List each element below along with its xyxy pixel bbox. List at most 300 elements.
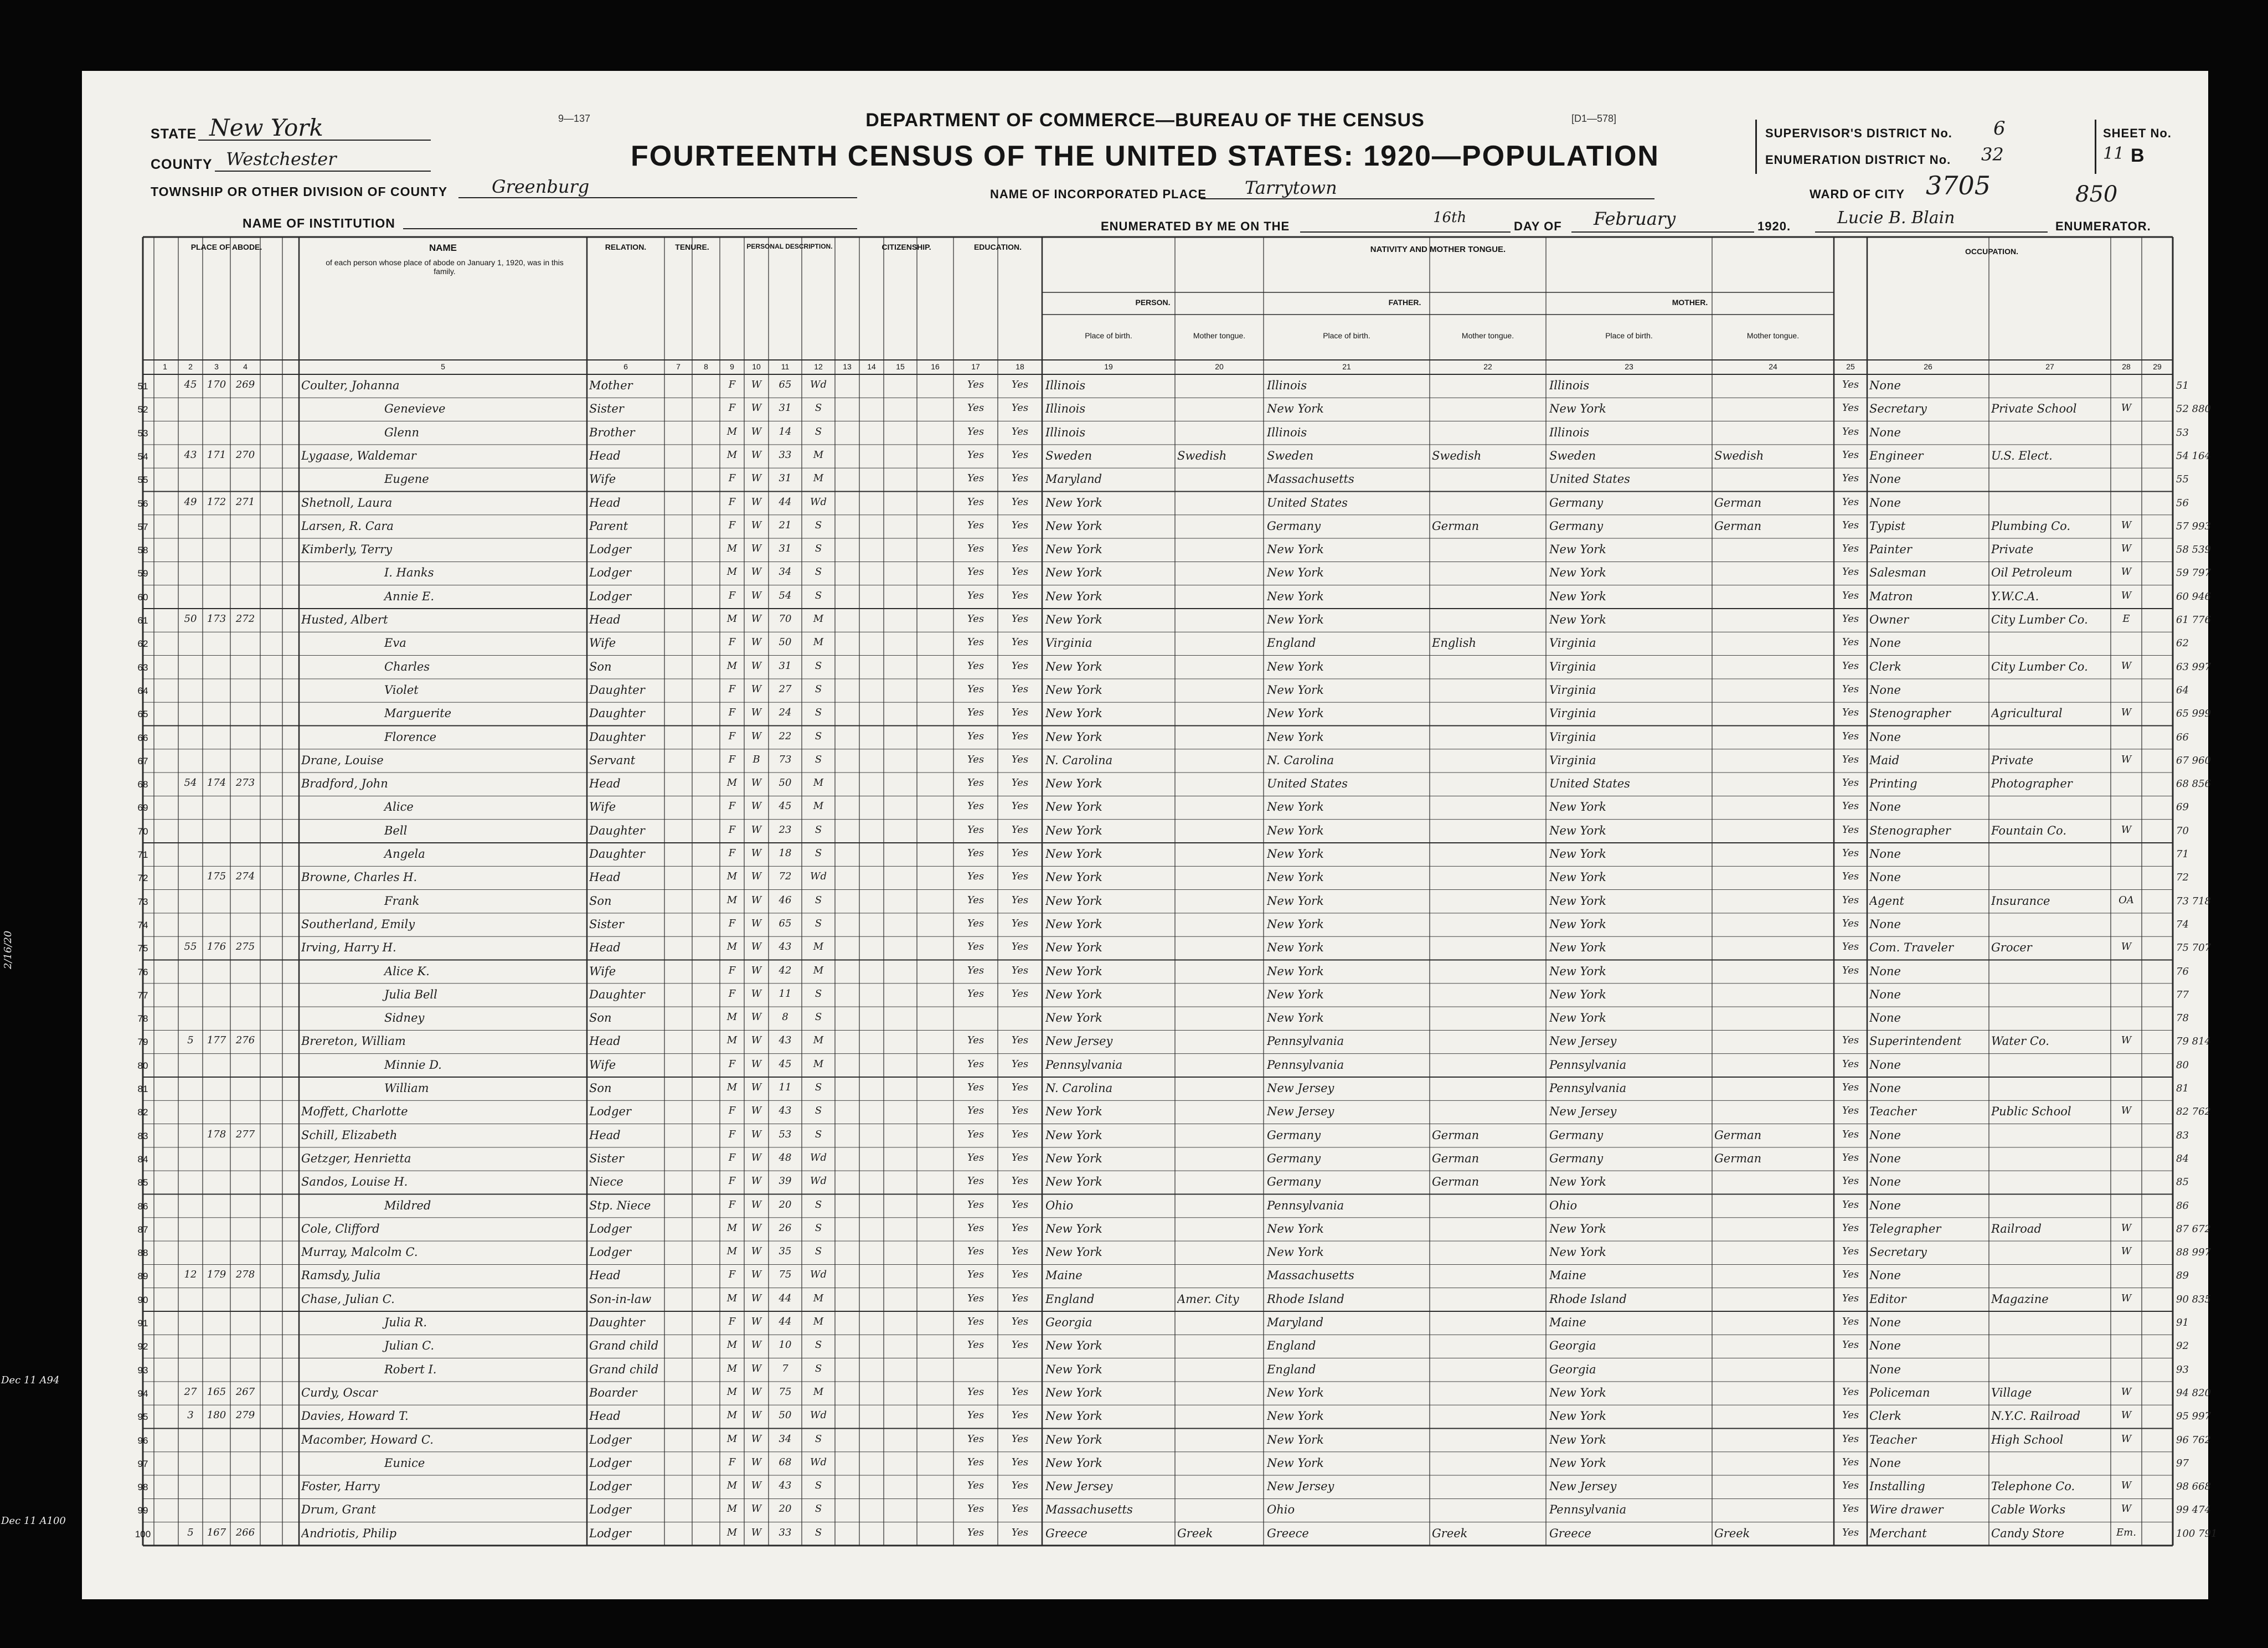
cell-race: W [751,1316,762,1327]
mother-mt-header: Mother tongue. [1746,331,1800,340]
cell-house: 50 [184,613,197,625]
column-number: 27 [2045,362,2054,371]
cell-race: W [751,1456,762,1468]
cell-fpob: Rhode Island [1267,1292,1344,1306]
incorporated-label: NAME OF INCORPORATED PLACE [990,187,1207,201]
cell-ind: N.Y.C. Railroad [1991,1409,2081,1423]
cell-ms: S [815,425,822,437]
cell-age: 14 [779,425,792,437]
cell-rel: Daughter [589,1316,645,1329]
cell-write: Yes [1011,425,1029,437]
line-number: 57 [137,521,148,532]
cell-dw: 170 [207,379,226,390]
cell-sex: F [728,964,736,976]
cell-rel: Daughter [589,987,645,1001]
cell-pob: N. Carolina [1045,1082,1113,1095]
cell-mpob: Maine [1549,1269,1586,1283]
cell-mpob: Pennsylvania [1549,1082,1627,1095]
cell-fam: 270 [235,449,255,461]
cell-age: 45 [779,1058,792,1070]
cell-mpob: New York [1549,1386,1606,1399]
cell-pob: Sweden [1045,449,1092,462]
cell-write: Yes [1011,894,1029,906]
cell-name: Alice [384,800,414,814]
margin-note-dec-a94: Dec 11 A94 [1,1374,60,1386]
line-number: 64 [137,685,148,696]
cell-fpob: Greece [1267,1526,1309,1540]
cell-name: Bell [384,823,408,837]
cell-eng: Yes [1842,472,1859,485]
cell-mpob: New York [1549,613,1606,626]
state-value: New York [209,114,323,141]
right-line-number: 71 [2176,848,2189,860]
cell-ms: S [815,1198,822,1211]
right-line-number: 84 [2176,1152,2189,1165]
cell-read: Yes [967,730,984,742]
cell-house: 5 [187,1526,194,1538]
cell-eng: Yes [1842,730,1859,742]
cell-write: Yes [1011,823,1029,836]
line-number: 59 [137,568,148,579]
cell-age: 46 [779,894,792,906]
cell-age: 53 [779,1128,792,1140]
ward-value: 3705 [1926,171,1991,200]
cell-ms: S [815,1339,822,1351]
cell-read: Yes [967,1409,984,1422]
line-number: 92 [137,1341,148,1352]
cell-pob: Maine [1045,1269,1083,1283]
sheet-letter: B [2131,145,2145,166]
cell-name: Kimberly, Terry [301,543,393,557]
column-number: 2 [188,362,193,371]
cell-read: Yes [967,519,984,531]
cell-house: 49 [184,496,197,508]
line-number: 99 [137,1505,148,1516]
cell-race: W [751,800,762,812]
cell-ind: Candy Store [1991,1526,2065,1540]
right-line-number: 66 [2176,731,2189,743]
cell-read: Yes [967,472,984,485]
line-number: 72 [137,873,148,884]
cell-mpob: New York [1549,987,1606,1001]
cell-fam: 279 [235,1409,255,1422]
cell-pob: New York [1045,800,1102,814]
cell-emp: W [2121,941,2132,953]
cell-name: Schill, Elizabeth [301,1128,398,1142]
cell-name: Sidney [384,1011,425,1025]
cell-write: Yes [1011,1386,1029,1398]
cell-ms: M [813,964,824,976]
cell-ind: Agricultural [1991,707,2063,720]
cell-sex: M [726,1503,738,1515]
cell-race: W [751,1362,762,1374]
cell-write: Yes [1011,941,1029,953]
right-line-number: 86 [2176,1199,2189,1212]
cell-fmt: Swedish [1432,449,1482,462]
line-number: 85 [137,1177,148,1188]
cell-eng: Yes [1842,379,1859,390]
cell-age: 31 [779,543,792,555]
cell-pob: New York [1045,964,1102,978]
cell-rel: Boarder [589,1386,637,1399]
cell-eng: Yes [1842,519,1859,531]
cell-ms: S [815,1245,822,1258]
right-line-number: 92 [2176,1340,2189,1352]
cell-mpob: Greece [1549,1526,1591,1540]
cell-ms: S [815,1105,822,1117]
cell-read: Yes [967,1269,984,1281]
cell-sex: F [728,379,736,390]
cell-age: 44 [779,496,792,508]
cell-write: Yes [1011,566,1029,578]
right-line-number: 81 [2176,1083,2189,1094]
cell-name: Cole, Clifford [301,1222,380,1235]
right-line-number: 89 [2176,1270,2189,1282]
cell-read: Yes [967,1456,984,1468]
cell-mmt: Swedish [1714,449,1764,462]
cell-occ: Installing [1869,1480,1925,1493]
cell-age: 45 [779,800,792,812]
cell-race: W [751,1128,762,1140]
cell-write: Yes [1011,1082,1029,1093]
cell-name: William [384,1082,429,1095]
cell-mmt: German [1714,496,1762,509]
cell-race: W [751,1292,762,1304]
cell-name: Alice K. [384,964,430,978]
cell-eng: Yes [1842,1292,1859,1304]
cell-fpob: New York [1267,917,1324,931]
cell-race: W [751,402,762,414]
right-line-number: 70 [2176,825,2189,837]
cell-age: 33 [779,1526,792,1538]
group-name: NAME [429,243,457,253]
cell-age: 22 [779,730,792,742]
line-number: 66 [137,732,148,743]
cell-write: Yes [1011,613,1029,625]
cell-fpob: New York [1267,1222,1324,1235]
cell-eng: Yes [1842,871,1859,883]
cell-write: Yes [1011,1503,1029,1515]
cell-sex: M [726,1480,738,1492]
cell-ind: Oil Petroleum [1991,566,2073,580]
cell-sex: M [726,1222,738,1234]
cell-age: 23 [779,823,792,836]
cell-name: Curdy, Oscar [301,1386,378,1399]
cell-name: Getzger, Henrietta [301,1151,411,1165]
cell-house: 55 [184,941,197,953]
cell-mpob: New York [1549,941,1606,955]
right-line-number: 77 [2176,988,2189,1001]
cell-pob: New York [1045,847,1102,861]
cell-name: Annie E. [384,589,435,603]
cell-eng: Yes [1842,1245,1859,1258]
line-number: 73 [137,896,148,907]
cell-sex: F [728,496,736,508]
cell-ind: Photographer [1991,777,2073,791]
cell-fpob: United States [1267,496,1348,509]
cell-mpob: Illinois [1549,379,1590,392]
cell-name: Moffett, Charlotte [301,1105,408,1119]
cell-fpob: Germany [1267,1151,1321,1165]
cell-ind: Public School [1991,1105,2071,1119]
column-number: 24 [1769,362,1777,371]
column-number: 10 [752,362,761,371]
cell-age: 8 [782,1011,788,1023]
cell-rel: Lodger [589,1245,631,1259]
supervisor-no: 6 [1993,117,2006,140]
cell-sex: F [728,1175,736,1187]
line-number: 63 [137,662,148,673]
cell-write: Yes [1011,1316,1029,1327]
cell-rel: Daughter [589,730,645,744]
cell-ms: M [813,1316,824,1327]
cell-write: Yes [1011,660,1029,672]
cell-fam: 266 [235,1526,255,1538]
cell-name: Violet [384,683,419,697]
line-number: 53 [137,428,148,439]
cell-eng: Yes [1842,543,1859,555]
line-number: 77 [137,990,148,1001]
cell-emp: W [2121,1503,2132,1515]
cell-name: Bradford, John [301,777,388,791]
cell-emp: W [2121,660,2132,672]
cell-read: Yes [967,1316,984,1327]
cell-fam: 272 [235,613,255,625]
cell-rel: Brother [589,425,635,439]
cell-rel: Grand child [589,1362,659,1376]
cell-mpob: Virginia [1549,707,1596,720]
cell-rel: Son [589,1082,612,1095]
cell-write: Yes [1011,1198,1029,1211]
group-nativity: NATIVITY AND MOTHER TONGUE. [1370,245,1506,254]
cell-ind: Insurance [1991,894,2050,908]
cell-fam: 276 [235,1034,255,1047]
cell-ms: M [813,1292,824,1304]
cell-fpob: New York [1267,1433,1324,1446]
cell-name: Minnie D. [384,1058,442,1072]
cell-rel: Lodger [589,566,631,580]
cell-emp: E [2122,613,2130,625]
cell-mpob: Georgia [1549,1362,1596,1376]
cell-name: Eva [384,636,406,650]
cell-age: 43 [779,1105,792,1117]
cell-rel: Servant [589,753,636,767]
cell-dw: 173 [207,613,226,625]
cell-name: Ramsdy, Julia [301,1269,381,1283]
cell-rel: Parent [589,519,628,533]
cell-mmt: German [1714,1151,1762,1165]
line-number: 84 [137,1153,148,1165]
cell-race: W [751,379,762,390]
cell-mpob: New York [1549,402,1606,416]
cell-occ: None [1869,683,1901,697]
column-number: 5 [441,362,445,371]
sub-father: FATHER. [1388,298,1421,307]
cell-read: Yes [967,1245,984,1258]
cell-fam: 271 [235,496,255,508]
cell-write: Yes [1011,1058,1029,1070]
cell-emp: W [2121,566,2132,578]
cell-pob: New York [1045,730,1102,744]
cell-sex: F [728,987,736,1000]
cell-pob: Georgia [1045,1316,1092,1329]
cell-race: W [751,1151,762,1163]
cell-race: W [751,519,762,531]
cell-sex: F [728,823,736,836]
cell-ms: Wd [810,1151,827,1163]
right-line-number: 100 791 [2176,1527,2218,1539]
cell-eng: Yes [1842,1222,1859,1234]
cell-pob: New York [1045,1339,1102,1353]
cell-sex: M [726,1082,738,1093]
cell-emp: W [2121,823,2132,836]
cell-name: Southerland, Emily [301,917,415,931]
cell-ms: Wd [810,1409,827,1422]
cell-eng: Yes [1842,800,1859,812]
cell-read: Yes [967,1386,984,1398]
column-number: 23 [1625,362,1633,371]
cell-pob: New York [1045,1433,1102,1446]
right-line-number: 96 762 [2176,1434,2211,1446]
cell-age: 31 [779,402,792,414]
enumerated-label: ENUMERATED BY ME ON THE [1101,219,1290,233]
line-number: 93 [137,1364,148,1376]
cell-race: W [751,1386,762,1398]
cell-pob: New Jersey [1045,1034,1113,1048]
cell-name: Eunice [384,1456,425,1470]
cell-occ: None [1869,379,1901,392]
cell-write: Yes [1011,777,1029,789]
cell-sex: F [728,1058,736,1070]
cell-write: Yes [1011,519,1029,531]
right-line-number: 67 960 [2176,754,2211,766]
cell-fpob: New York [1267,847,1324,861]
line-number: 80 [137,1060,148,1071]
cell-name: Drane, Louise [301,753,384,767]
cell-race: W [751,1175,762,1187]
cell-read: Yes [967,1222,984,1234]
cell-dw: 180 [207,1409,226,1422]
cell-house: 12 [184,1269,197,1281]
cell-name: Coulter, Johanna [301,379,400,392]
cell-eng: Yes [1842,683,1859,695]
cell-race: W [751,636,762,648]
cell-rel: Head [589,871,621,884]
cell-name: Chase, Julian C. [301,1292,395,1306]
cell-ind: Telephone Co. [1991,1480,2075,1493]
cell-fpob: England [1267,1362,1316,1376]
cell-fpob: New Jersey [1267,1082,1334,1095]
line-number: 55 [137,475,148,486]
cell-age: 11 [779,987,792,1000]
cell-occ: Teacher [1869,1433,1917,1446]
line-number: 100 [135,1528,151,1539]
cell-race: W [751,1433,762,1445]
cell-age: 70 [779,613,792,625]
cell-fpob: New York [1267,987,1324,1001]
cell-pob: New York [1045,1128,1102,1142]
cell-mpob: Maine [1549,1316,1586,1329]
cell-house: 27 [184,1386,197,1398]
cell-mpob: New York [1549,589,1606,603]
cell-rel: Son-in-law [589,1292,652,1306]
cell-mpob: New York [1549,543,1606,557]
right-line-number: 68 856 [2176,778,2211,790]
cell-sex: M [726,777,738,789]
incorporated-value: Tarrytown [1245,177,1337,198]
cell-sex: M [726,660,738,672]
cell-sex: F [728,519,736,531]
line-number: 65 [137,709,148,720]
cell-write: Yes [1011,1175,1029,1187]
cell-age: 31 [779,660,792,672]
cell-eng: Yes [1842,847,1859,859]
cell-rel: Stp. Niece [589,1198,651,1212]
enum-day: 16th [1433,209,1467,226]
person-pob-header: Place of birth. [1085,331,1132,340]
cell-race: W [751,964,762,976]
cell-mpob: New Jersey [1549,1480,1617,1493]
cell-age: 24 [779,707,792,719]
cell-fpob: Massachusetts [1267,1269,1354,1283]
cell-pob: England [1045,1292,1095,1306]
cell-name: Browne, Charles H. [301,871,417,884]
cell-rel: Son [589,660,612,673]
cell-ms: M [813,800,824,812]
enum-month: February [1594,208,1676,229]
cell-ms: M [813,1058,824,1070]
cell-read: Yes [967,543,984,555]
cell-rel: Head [589,941,621,955]
cell-fpob: New York [1267,1456,1324,1470]
cell-eng: Yes [1842,1526,1859,1538]
cell-mmt: Greek [1714,1526,1750,1540]
cell-eng: Yes [1842,1456,1859,1468]
cell-name: I. Hanks [384,566,434,580]
line-number: 96 [137,1435,148,1446]
cell-sex: M [726,1034,738,1047]
mother-pob-header: Place of birth. [1605,331,1653,340]
cell-emp: W [2121,1433,2132,1445]
cell-write: Yes [1011,402,1029,414]
cell-house: 3 [187,1409,194,1422]
cell-occ: Stenographer [1869,823,1951,837]
cell-sex: F [728,589,736,601]
cell-ind: Private School [1991,402,2077,416]
cell-pob: New York [1045,1105,1102,1119]
right-line-number: 97 [2176,1457,2189,1469]
cell-age: 75 [779,1269,792,1281]
cell-race: W [751,683,762,695]
cell-eng: Yes [1842,1433,1859,1445]
cell-pob: New York [1045,1362,1102,1376]
cell-ms: M [813,613,824,625]
cell-pob: N. Carolina [1045,753,1113,767]
cell-sex: M [726,1386,738,1398]
cell-mpob: United States [1549,777,1630,791]
cell-eng: Yes [1842,894,1859,906]
cell-eng: Yes [1842,402,1859,414]
cell-race: W [751,871,762,883]
cell-ms: S [815,707,822,719]
cell-ms: S [815,589,822,601]
cell-ms: M [813,941,824,953]
cell-emp: W [2121,1105,2132,1117]
column-number: 4 [243,362,248,371]
cell-name: Florence [384,730,437,744]
cell-race: W [751,613,762,625]
cell-pob: New York [1045,941,1102,955]
